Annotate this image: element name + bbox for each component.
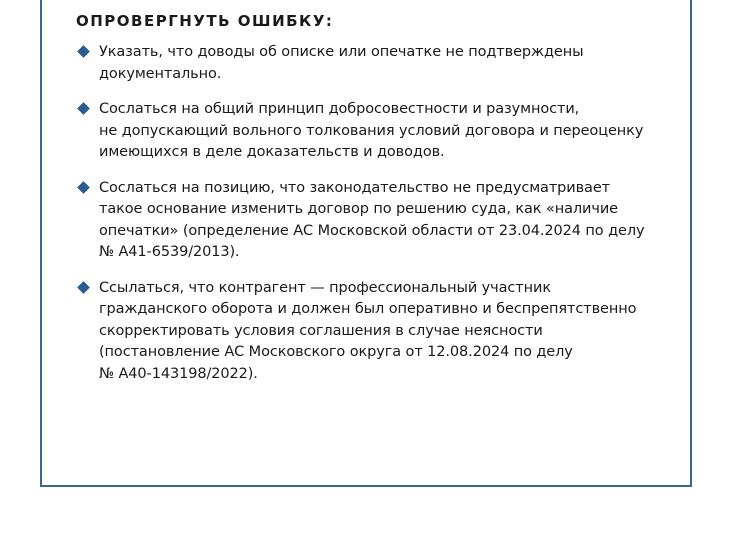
list-item (76, 99, 656, 164)
list-item (76, 178, 656, 264)
argument-list (76, 42, 656, 399)
diamond-bullet-icon (77, 281, 90, 294)
list-item-line: такое основание изменить договор по решению суда, как «наличие (99, 201, 618, 217)
diamond-bullet-icon (77, 45, 90, 58)
section-heading: ОПРОВЕРГНУТЬ ОШИБКУ: (76, 12, 334, 30)
list-item-line: Ссылаться, что контрагент — профессиональный участник (99, 279, 551, 296)
list-item-line: опечатки» (определение АС Московской области от 23.04.2024 по делу (99, 222, 645, 239)
diamond-bullet-icon (77, 102, 90, 115)
list-item (76, 278, 656, 386)
list-item-line: Указать, что доводы об описке или опечатке не подтверждены (99, 44, 584, 60)
list-item-line: Сослаться на позицию, что законодательство не предусматривает (99, 179, 610, 196)
list-item-line: (постановление АС Московского округа от 12.08.2024 по делу (99, 344, 573, 360)
list-item-line: документально. (99, 65, 222, 82)
list-item-line: гражданского оборота и должен был оперативно и беспрепятственно (99, 301, 637, 317)
list-item (76, 42, 656, 85)
list-item-line: скорректировать условия соглашения в случае неясности (99, 322, 543, 339)
list-item-line: № А41-6539/2013). (99, 244, 240, 260)
list-item-line: не допускающий вольного толкования условий договора и переоценку (99, 122, 644, 139)
list-item-line: имеющихся в деле доказательств и доводов. (99, 144, 445, 160)
list-item-line: Сослаться на общий принцип добросовестности и разумности, (99, 101, 580, 117)
list-item-line: № А40-143198/2022). (99, 365, 258, 382)
diamond-bullet-icon (77, 181, 90, 194)
